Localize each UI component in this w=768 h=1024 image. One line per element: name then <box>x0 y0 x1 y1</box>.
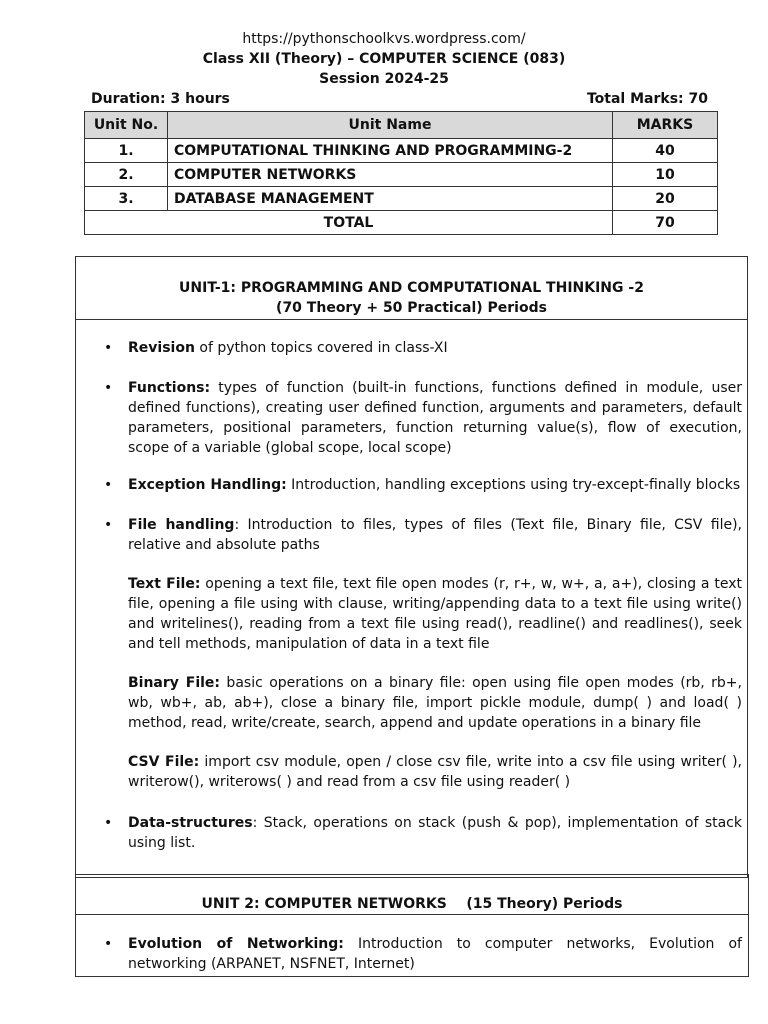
list-item <box>104 378 742 458</box>
topic-heading: Functions: <box>128 380 211 396</box>
bullet-icon: • <box>104 936 113 952</box>
table-total-row <box>85 211 718 235</box>
list-item <box>104 934 742 974</box>
marks-cell: 10 <box>613 163 718 187</box>
total-marks-label: Total Marks: 70 <box>586 91 708 107</box>
topic-heading: Data-structures <box>128 815 253 831</box>
list-item <box>104 813 742 853</box>
topic-heading: Exception Handling: <box>128 477 287 493</box>
unit-no-cell: 1. <box>85 139 168 163</box>
table-row <box>85 187 718 211</box>
list-item <box>104 515 742 555</box>
bullet-icon: • <box>104 517 113 533</box>
topic-text: basic operations on a binary file: open using file open modes (rb, rb+, wb, wb+, ab, ab+), close a binary file, import pickle module, dump( ) and load( ) method, read, write/create, search, append and update operations in a binary file <box>128 675 742 731</box>
sub-item <box>128 673 742 733</box>
list-item <box>104 475 742 495</box>
marks-cell: 40 <box>613 139 718 163</box>
total-label-cell: TOTAL <box>85 211 613 235</box>
document-title: Class XII (Theory) – COMPUTER SCIENCE (083) <box>202 51 566 67</box>
website-url: https://pythonschoolkvs.wordpress.com/ <box>242 31 526 47</box>
list-item <box>104 338 742 358</box>
sub-item <box>128 574 742 654</box>
unit2-section <box>75 874 749 977</box>
total-marks-cell: 70 <box>613 211 718 235</box>
bullet-icon: • <box>104 477 113 493</box>
sub-item <box>128 752 742 792</box>
unit-no-cell: 3. <box>85 187 168 211</box>
session-label: Session 2024-25 <box>319 71 449 87</box>
unit1-heading <box>76 257 747 320</box>
unit1-section <box>75 256 748 878</box>
units-table <box>84 111 718 235</box>
topic-heading: File handling <box>128 517 235 533</box>
topic-heading: Evolution of Networking: <box>128 936 344 952</box>
topic-text: of python topics covered in class-XI <box>194 340 448 356</box>
unit1-title: UNIT-1: PROGRAMMING AND COMPUTATIONAL THINKING -2 <box>179 280 644 296</box>
col-marks: MARKS <box>613 112 718 139</box>
topic-text: Introduction, handling exceptions using try-except-finally blocks <box>286 477 741 493</box>
bullet-icon: • <box>104 815 113 831</box>
bullet-icon: • <box>104 340 113 356</box>
topic-text: import csv module, open / close csv file, write into a csv file using writer( ), writerow(), writerows( ) and read from a csv file using reader( ) <box>128 754 742 790</box>
topic-text: : Stack, operations on stack (push & pop), implementation of stack using list. <box>128 815 742 851</box>
table-row <box>85 163 718 187</box>
unit-no-cell: 2. <box>85 163 168 187</box>
unit-name-cell: COMPUTATIONAL THINKING AND PROGRAMMING-2 <box>168 139 613 163</box>
unit-name-cell: DATABASE MANAGEMENT <box>168 187 613 211</box>
topic-heading: Text File: <box>128 576 201 592</box>
col-unit-no: Unit No. <box>85 112 168 139</box>
duration-label: Duration: 3 hours <box>91 91 230 107</box>
unit1-periods: (70 Theory + 50 Practical) Periods <box>276 300 547 316</box>
topic-text: opening a text file, text file open modes (r, r+, w, w+, a, a+), closing a text file, opening a file using with clause, writing/appending data to a text file using write() and writelines(), reading from a text file using read(), readline() and readlines(), seek and tell methods, manipulation of data in a text file <box>128 576 742 652</box>
topic-text: types of function (built-in functions, functions defined in module, user defined functions), creating user defined function, arguments and parameters, default parameters, positional parameters, function returning value(s), flow of execution, scope of a variable (global scope, local scope) <box>128 380 742 456</box>
unit2-heading <box>76 875 748 915</box>
table-row <box>85 139 718 163</box>
unit-name-cell: COMPUTER NETWORKS <box>168 163 613 187</box>
bullet-icon: • <box>104 380 113 396</box>
marks-cell: 20 <box>613 187 718 211</box>
unit2-title: UNIT 2: COMPUTER NETWORKS (15 Theory) Periods <box>201 896 623 912</box>
topic-text: : Introduction to files, types of files (Text file, Binary file, CSV file), relative and absolute paths <box>128 517 742 553</box>
table-header-row <box>85 112 718 139</box>
col-unit-name: Unit Name <box>168 112 613 139</box>
topic-text: Introduction to computer networks, Evolution of networking (ARPANET, NSFNET, Internet) <box>128 936 742 972</box>
topic-heading: Binary File: <box>128 675 221 691</box>
topic-heading: CSV File: <box>128 754 200 770</box>
topic-heading: Revision <box>128 340 195 356</box>
